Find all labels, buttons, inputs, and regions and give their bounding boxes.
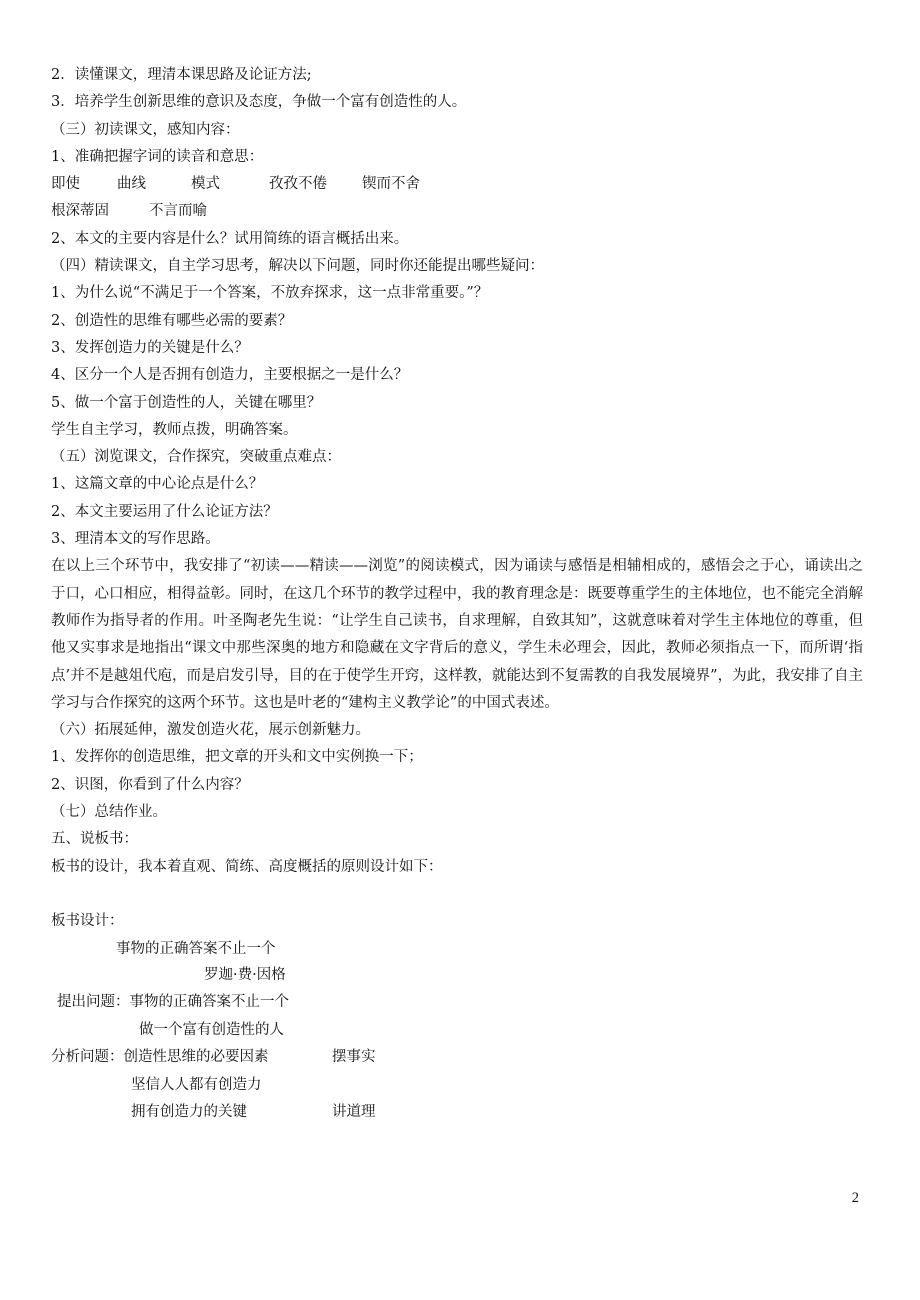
- board-raise-question: 提出问题：事物的正确答案不止一个: [57, 993, 289, 1010]
- board-be-creative: 做一个富有创造性的人: [139, 1021, 284, 1038]
- text-line: 2、本文的主要内容是什么？试用简练的语言概括出来。: [51, 230, 409, 247]
- text-line: 板书的设计，我本着直观、简练、高度概括的原则设计如下：: [51, 858, 443, 875]
- vocab-word: 不言而喻: [149, 203, 207, 220]
- question-line: 1、这篇文章的中心论点是什么？: [51, 476, 264, 493]
- question-line: 2、本文主要运用了什么论证方法？: [51, 503, 278, 520]
- vocab-row: [51, 171, 863, 198]
- blackboard-design: [51, 936, 863, 1126]
- board-believe: 坚信人人都有创造力: [131, 1076, 262, 1093]
- vocab-word: 锲而不舍: [362, 176, 420, 193]
- question-line: 4、区分一个人是否拥有创造力，主要根据之一是什么？: [51, 367, 409, 384]
- section-heading: （四）精读课文，自主学习思考，解决以下问题，同时你还能提出哪些疑问：: [51, 258, 544, 275]
- text-line: 3．培养学生创新思维的意识及态度，争做一个富有创造性的人。: [51, 94, 467, 111]
- question-line: 5、做一个富于创造性的人，关键在哪里？: [51, 394, 322, 411]
- vocab-word: 根深蒂固: [51, 203, 109, 220]
- text-line: 1、发挥你的创造思维，把文章的开头和文中实例换一下；: [51, 749, 423, 766]
- question-line: 2、创造性的思维有哪些必需的要素？: [51, 312, 293, 329]
- section-heading: 五、说板书：: [51, 831, 138, 848]
- section-heading: （三）初读课文，感知内容：: [51, 121, 240, 138]
- board-facts: 摆事实: [332, 1048, 376, 1065]
- body-paragraph: 在以上三个环节中，我安排了“初读——精读——浏览”的阅读模式，因为诵读与感悟是相辅相成的，感悟会之于心，诵读出之于口，心口相应，相得益彰。同时，在这几个环节的教学过程中，我的教育理念是：既要尊重学生的主体地位，也不能完全消解教师作为指导者的作用。叶圣陶老先生说：“让学生自己读书，自求理解，自致其知”，这就意味着对学生主体地位的尊重，但他又实事求是地指出“课文中那些深奥的地方和隐藏在文字背后的意义，学生未必理会，因此，教师必须指点一下，而所谓‘指点’并不是越俎代庖，而是启发引导，目的在于使学生开窍，这样教，就能达到不复需教的自我发展境界”，为此，我安排了自主学习与合作探究的这两个环节。这也是叶老的“建构主义教学论”的中国式表述。: [51, 558, 863, 711]
- vocab-word: 即使: [51, 176, 80, 193]
- board-heading: 板书设计：: [51, 913, 124, 930]
- vocab-word: 孜孜不倦: [269, 176, 327, 193]
- vocab-word: 曲线: [117, 176, 146, 193]
- board-title: 事物的正确答案不止一个: [116, 940, 276, 957]
- vocab-word: 模式: [191, 176, 220, 193]
- text-line: 学生自主学习，教师点拨，明确答案。: [51, 421, 298, 438]
- board-reasoning: 讲道理: [332, 1103, 376, 1120]
- document-body: [51, 62, 863, 1126]
- question-line: 1、为什么说“不满足于一个答案，不放弃探求，这一点非常重要。”？: [51, 285, 489, 302]
- page-number: 2: [851, 1190, 859, 1206]
- section-heading: （六）拓展延伸，激发创造火花，展示创新魅力。: [51, 722, 370, 739]
- board-analyze-question: 分析问题：创造性思维的必要因素: [51, 1048, 269, 1065]
- text-line: 1、准确把握字词的读音和意思：: [51, 148, 264, 165]
- section-heading: （七）总结作业。: [51, 804, 167, 821]
- question-line: 3、理清本文的写作思路。: [51, 531, 220, 548]
- text-line: 2．读懂课文，理清本课思路及论证方法;: [51, 67, 312, 83]
- question-line: 3、发挥创造力的关键是什么？: [51, 339, 249, 356]
- board-key: 拥有创造力的关键: [131, 1103, 247, 1120]
- section-heading: （五）浏览课文，合作探究，突破重点难点：: [51, 449, 341, 466]
- text-line: 2、识图，你看到了什么内容？: [51, 776, 249, 793]
- vocab-row: [51, 198, 863, 225]
- blank-line: [51, 881, 863, 908]
- board-author: 罗迦·费·因格: [204, 966, 286, 983]
